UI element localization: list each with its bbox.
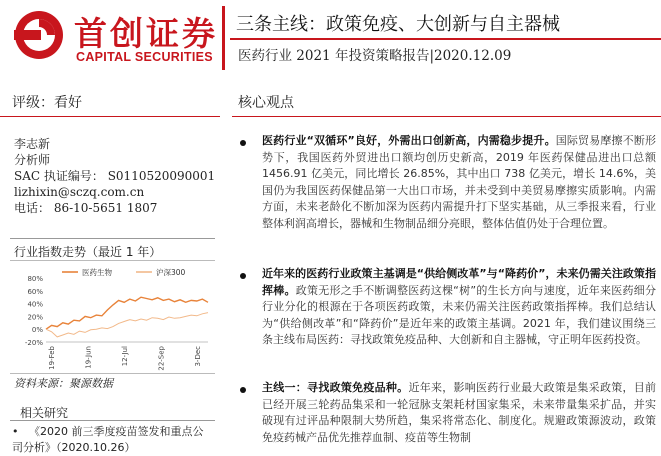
chart-source: 资料来源：聚源数据 [14, 377, 113, 390]
report-title: 三条主线：政策免疫、大创新与自主器械 [236, 14, 560, 35]
point-2 [262, 266, 656, 349]
analyst-phone: 电话： 86-10-5651 1807 [14, 201, 158, 215]
bullet-icon [240, 140, 246, 146]
point-2-body: 政策无形之手不断调整医药这棵“树”的生长方向与速度，近年来医药细分行业分化的根源在于各项医药政策，未来仍需关注医药政策指挥棒。我们总结认为“供给侧改革”和“降药价”是近年来的政策主基调。2021 年，我们建议围绕三条主线布局医药：寻找政策免疫品种、大创新和自主器械，守正明年医药投资。 [262, 283, 657, 346]
analyst-email[interactable]: lizhixin@sczq.com.cn [14, 185, 145, 199]
related-rule [10, 420, 215, 421]
point-3 [262, 380, 656, 456]
legend-label: 沪深300 [156, 268, 186, 277]
chart-title: 行业指数走势（最近 1 年） [14, 245, 162, 259]
report-subtitle: 医药行业 2021 年投资策略报告|2020.12.09 [238, 48, 512, 64]
left-section-rule [0, 116, 220, 117]
point-3-lead: 主线一：寻找政策免疫品种。 [262, 381, 409, 394]
legend-label: 医药生物 [82, 268, 112, 277]
logo-text-cn: 首创证券 [74, 14, 218, 53]
chart-title-rule [10, 260, 215, 261]
index-trend-chart [10, 262, 215, 372]
related-title: 相关研究 [20, 406, 69, 420]
analyst-role: 分析师 [14, 153, 51, 167]
x-tick-label: 19-Jun [84, 346, 93, 369]
series-line-2 [46, 313, 208, 337]
x-tick-label: 3-Dec [194, 346, 202, 367]
logo-icon [14, 10, 64, 60]
chart-source-rule [10, 373, 215, 374]
header-divider [222, 6, 225, 70]
y-tick-label: 80% [27, 275, 43, 283]
logo-text-en: CAPITAL SECURITIES [76, 50, 213, 64]
point-2-lead: 近年来的医药行业政策主基调是“供给侧改革”与“降药价”，未来仍需关注政策指挥棒。 [262, 267, 656, 297]
y-tick-label: 0% [31, 326, 43, 335]
y-tick-label: 40% [27, 300, 43, 309]
y-tick-label: 60% [27, 287, 43, 296]
core-heading: 核心观点 [238, 95, 294, 111]
y-tick-label: -20% [24, 339, 43, 347]
x-tick-label: 19-Feb [48, 346, 56, 370]
right-section-rule [232, 116, 661, 117]
rating-label: 评级：看好 [12, 95, 82, 111]
title-rule [230, 38, 661, 40]
point-1-lead: 医药行业“双循环”良好，外需出口创新高，内需稳步提升。 [262, 134, 556, 147]
point-1-body: 国际贸易摩擦不断形势下，我国医药外贸进出口额均创历史新高，2019 年医药保健品进出口总额 1456.91 亿美元，同比增长 26.85%，其中出口 738 亿美元，增长 14.6%，美国仍为我国医药保健品第一大出口市场，并未受到中美贸易摩擦实质影响。内需方面，未来老龄化不断加深为医药内需提升打下坚实基础，从三季报来看，行业整体利润高增长，器械和生物制品细分亮眼，整体估值仍处于合理位置。 [262, 134, 656, 230]
y-tick-label: 20% [27, 313, 43, 322]
related-item[interactable]: • 《2020 前三季度疫苗签发和重点公司分析》（2020.10.26） [12, 425, 204, 454]
analyst-sac: SAC 执证编号： S0110520090001 [14, 169, 216, 183]
analyst-name: 李志新 [14, 137, 51, 151]
bullet-icon [240, 387, 246, 393]
related-item-text: 《2020 前三季度疫苗签发和重点公司分析》（2020.10.26） [12, 425, 204, 454]
point-1 [262, 133, 656, 232]
x-tick-label: 12-Jul [121, 346, 129, 367]
series-line-1 [46, 297, 208, 329]
point-3-body: 近年来，影响医药行业最大政策是集采政策，目前已经开展三轮药品集采和一轮冠脉支架耗材国家集采，未来带量集采扩品，并实破现有过评品种限制大势所趋，集采将常态化、制度化。规避政策源波动，政策免疫药械产品优先推荐血制、疫苗等生物制 [262, 381, 656, 444]
bullet-icon [240, 273, 246, 279]
x-tick-label: 22-Sep [157, 346, 166, 371]
